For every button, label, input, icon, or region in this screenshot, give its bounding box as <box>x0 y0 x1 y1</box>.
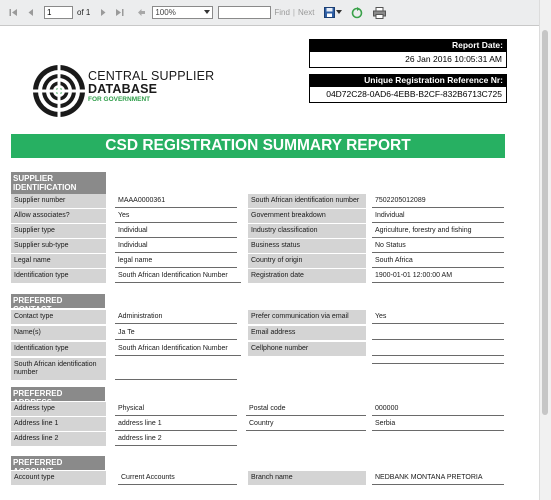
industry-classification-value: Agriculture, forestry and fishing <box>372 224 504 238</box>
contact-type-value: Administration <box>115 310 237 324</box>
next-page-icon <box>99 8 107 17</box>
chevron-down-icon <box>204 10 210 15</box>
field-label: Name(s) <box>11 326 106 340</box>
field-label: Registration date <box>248 269 366 283</box>
page-number-input[interactable] <box>44 6 73 19</box>
next-page-button[interactable] <box>96 6 110 20</box>
find-next-button[interactable]: Next <box>297 8 315 17</box>
contact-sa-id-number-value <box>115 366 237 380</box>
save-disk-icon <box>324 7 336 18</box>
refresh-icon <box>351 7 363 19</box>
chevron-down-icon <box>336 10 342 15</box>
scrollbar-thumb[interactable] <box>542 30 548 415</box>
field-label: Identification type <box>11 342 106 356</box>
find-button[interactable]: Find <box>274 8 290 17</box>
field-label: Account type <box>11 471 106 485</box>
logo-wordmark <box>88 70 214 104</box>
address-line-2-value: address line 2 <box>115 432 237 446</box>
sa-id-number-value: 7502205012089 <box>372 194 504 208</box>
field-label: South African identification number <box>248 194 366 208</box>
last-page-button[interactable] <box>112 6 126 20</box>
government-breakdown-value: Individual <box>372 209 504 223</box>
supplier-number-value: MAAA0000361 <box>115 194 237 208</box>
logo-line-2: DATABASE <box>88 82 158 96</box>
field-label: Identification type <box>11 269 106 283</box>
country-value: Serbia <box>372 417 504 431</box>
field-label: Address line 2 <box>11 432 106 446</box>
field-label: Address type <box>11 402 106 416</box>
field-label: Branch name <box>248 471 366 485</box>
print-button[interactable] <box>372 6 386 20</box>
registration-reference-value: 04D72C28-0AD6-4EBB-B2CF-832B6713C725 <box>309 87 507 103</box>
field-label: Supplier type <box>11 224 106 238</box>
field-label: Prefer communication via email <box>248 310 366 324</box>
field-label: Country <box>246 417 366 431</box>
report-date-value: 26 Jan 2016 10:05:31 AM <box>309 52 507 68</box>
csd-target-logo-icon <box>32 64 86 118</box>
refresh-button[interactable] <box>350 6 364 20</box>
email-address-value <box>372 326 504 340</box>
field-label: Country of origin <box>248 254 366 268</box>
preferred-account-heading: PREFERRED <box>11 456 105 470</box>
back-to-parent-button[interactable] <box>134 6 148 20</box>
report-title: CSD REGISTRATION SUMMARY REPORT <box>11 134 505 158</box>
legal-name-value: legal name <box>115 254 237 268</box>
export-button[interactable] <box>322 6 344 20</box>
report-viewer-toolbar <box>0 0 540 26</box>
country-of-origin-value: South Africa <box>372 254 504 268</box>
branch-name-value: NEDBANK MONTANA PRETORIA <box>372 471 504 485</box>
report-date-label: Report Date: <box>309 39 507 52</box>
report-date-box <box>309 39 507 68</box>
registration-reference-box <box>309 74 507 103</box>
find-text-input[interactable] <box>218 6 271 19</box>
field-label: Email address <box>248 326 366 340</box>
cellphone-number-value <box>372 342 504 356</box>
address-line-1-value: address line 1 <box>115 417 237 431</box>
field-label: South African identification number <box>11 358 106 380</box>
logo-line-3: FOR GOVERNMENT <box>88 96 151 103</box>
logo-line-1: CENTRAL SUPPLIER <box>88 69 215 83</box>
supplier-type-value: Individual <box>115 224 237 238</box>
prefer-email-value: Yes <box>372 310 504 324</box>
registration-date-value: 1900-01-01 12:00:00 AM <box>372 269 504 283</box>
report-page <box>0 26 540 500</box>
supplier-sub-type-value: Individual <box>115 239 237 253</box>
zoom-select[interactable] <box>152 6 213 19</box>
allow-associates-value: Yes <box>115 209 237 223</box>
registration-reference-label: Unique Registration Reference Nr: <box>309 74 507 87</box>
field-label: Postal code <box>246 402 366 416</box>
field-label: Address line 1 <box>11 417 106 431</box>
first-page-button[interactable] <box>6 6 20 20</box>
contact-identification-type-value: South African Identification Number <box>115 342 241 356</box>
field-label: Contact type <box>11 310 106 324</box>
printer-icon <box>373 7 386 19</box>
supplier-identification-heading: SUPPLIER IDENTIFICATION <box>11 172 106 195</box>
field-label: Allow associates? <box>11 209 106 223</box>
field-label: Government breakdown <box>248 209 366 223</box>
postal-code-value: 000000 <box>372 402 504 416</box>
field-label: Supplier sub-type <box>11 239 106 253</box>
address-type-value: Physical <box>115 402 237 416</box>
first-page-icon <box>9 8 18 17</box>
csd-logo <box>32 64 215 123</box>
last-page-icon <box>115 8 124 17</box>
business-status-value: No Status <box>372 239 504 253</box>
account-type-value: Current Accounts <box>118 471 237 485</box>
vertical-scrollbar[interactable] <box>539 0 551 500</box>
preferred-address-heading: PREFERRED <box>11 387 105 401</box>
previous-page-icon <box>27 8 35 17</box>
contact-names-value: Ja Te <box>115 326 237 340</box>
previous-page-button[interactable] <box>24 6 38 20</box>
page-count-label: of 1 <box>77 8 91 17</box>
preferred-contact-heading: PREFERRED <box>11 294 105 308</box>
empty-value <box>372 358 504 364</box>
toolbar-divider: | <box>292 8 295 17</box>
zoom-value: 100% <box>155 8 176 17</box>
field-label: Legal name <box>11 254 106 268</box>
field-label: Business status <box>248 239 366 253</box>
back-arrow-icon <box>137 8 146 17</box>
identification-type-value: South African Identification Number <box>115 269 241 283</box>
field-label: Supplier number <box>11 194 106 208</box>
field-label: Industry classification <box>248 224 366 238</box>
field-label: Cellphone number <box>248 342 366 356</box>
